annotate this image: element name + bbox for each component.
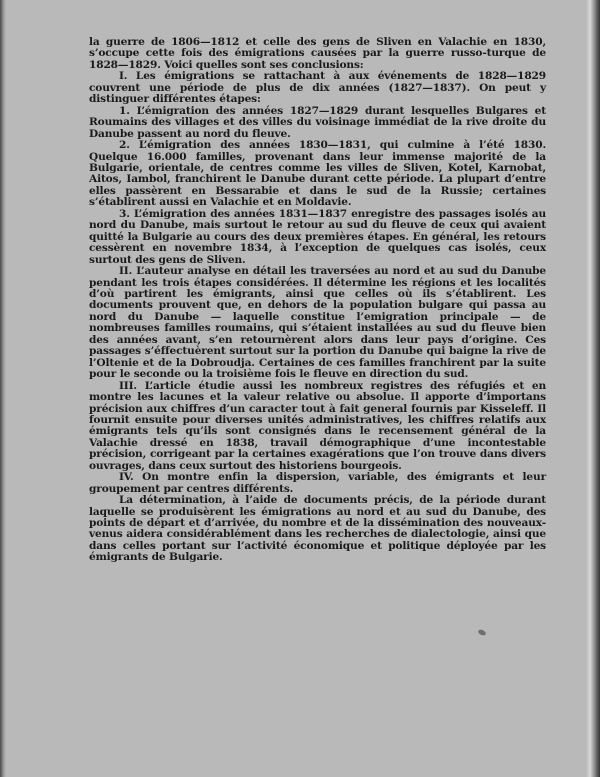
paragraph-section-3: III. L’article étudie aussi les nombreux registres des réfugiés et en montre les lacunes et la valeur relative ou absolue. Il apporte d’importans précision aux chiffres d’un caracter tout à fait general fournis par Kisseleff. Il fournit ensuite pour diverses unités administratives, les chiffres relatifs aux émigrants tels qu’ils sont consignés dans le recensement général de la Valachie dressé en 1838, travail démographique d’une incontestable précision, corrigeant par la certaines exagérations que l’on trouve dans divers ouvrages, dans ceux surtout des historiens bourgeois. bbox=[89, 379, 546, 472]
paragraph-section-2: II. L’auteur analyse en détail les traversées au nord et au sud du Danube pendant les trois étapes considérées. Il détermine les régions et les localités d’où partirent les émigrants, ainsi que celles où ils s’établirent. Les documents prouvent que, en dehors de la population bulgare qui passa au nord du Danube — laquelle constitue l’emigration principale — de nombreuses familles roumains, qui s’étaient installées au sud du fleuve bien des années avant, s’en retournèrent alors dans leur pays d’origine. Ces passages s’éffectuèrent surtout sur la portion du Danube qui baigne la rive de l’Oltenie et de la Dobroudja. Certaines de ces familles franchirent par la suite pour le seconde ou la troisième fois le fleuve en direction du sud. bbox=[89, 265, 546, 381]
paragraph-section-1: I. Les émigrations se rattachant à aux événements de 1828—1829 couvrent une période de plus de dix années (1827—1837). On peut y distinguer différentes étapes: bbox=[89, 70, 546, 106]
scan-left-edge bbox=[0, 0, 6, 777]
document-body bbox=[89, 37, 546, 564]
paragraph-stage-2: 2. L’émigration des années 1830—1831, qui culmine à l’été 1830. Quelque 16.000 familles, provenant dans leur immense majorité de la Bulgarie, orientale, de centres comme les villes de Sliven, Kotel, Karnobat, Aitos, Iambol, franchirent le Danube durant cette période. La plupart d’entre elles passèrent en Bessarabie et dans le sud de la Russie; certaines s’établirent aussi en Valachie et en Moldavie. bbox=[89, 139, 546, 209]
paragraph-intro: la guerre de 1806—1812 et celle des gens de Sliven en Valachie en 1830, s’occupe cette fois des émigrations causées par la guerre russo-turque de 1828—1829. Voici quelles sont ses conclusions: bbox=[89, 36, 546, 71]
paragraph-stage-3: 3. L’émigration des années 1831—1837 enregistre des passages isolés au nord du Danube, mais surtout le retour au sud du fleuve de ceux qui avaient quitté la Bulgarie au cours des deux premières étapes. En général, les retours cessèrent en novembre 1834, à l’exception de quelques cas isolés, ceux surtout des gens de Sliven. bbox=[89, 207, 546, 266]
paragraph-section-4: IV. On montre enfin la dispersion, variable, des émigrants et leur groupement par centres différents. bbox=[89, 471, 546, 495]
scan-right-edge bbox=[586, 0, 600, 777]
paragraph-stage-1: 1. L’émigration des années 1827—1829 durant lesquelles Bulgares et Roumains des villages et des villes du voisinage immédiat de la rive droite du Danube passent au nord du fleuve. bbox=[89, 104, 546, 140]
paragraph-conclusion: La détermination, à l’aide de documents précis, de la période durant laquelle se produisèrent les émigrations au nord et au sud du Danube, des points de départ et d’arrivée, du nombre et de la dissémination des nouveaux-venus aidera considérablément dans les recherches de dialectologie, ainsi que dans celles portant sur l’activité économique et politique déployée par les émigrants de Bulgarie. bbox=[89, 494, 546, 564]
scan-smudge bbox=[477, 629, 486, 637]
